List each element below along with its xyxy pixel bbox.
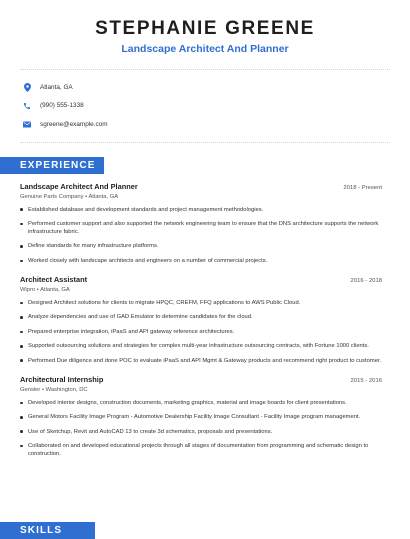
email-link[interactable]: sgreene@example.com [40, 120, 108, 128]
job-bullet: Prepared enterprise integration, iPaaS and API gateway reference architectures. [20, 328, 382, 336]
contact-phone [22, 97, 390, 116]
job-title: Architect Assistant [20, 275, 88, 285]
job-bullet: Analyze dependencies and use of GAD Emulator to determine candidates for the cloud. [20, 313, 382, 321]
candidate-name: STEPHANIE GREENE [95, 18, 315, 39]
job-location: Atlanta, GA [40, 287, 70, 294]
job-entry [20, 182, 382, 266]
job-company: Genuine Parts Company [20, 193, 84, 200]
job-bullet: Collaborated on and developed educational projects through all stages of documentation from programming and schematic design to construction. [20, 442, 382, 458]
envelope-icon [22, 119, 32, 129]
job-bullet: Worked closely with landscape architects and engineers on a number of commercial projects. [20, 257, 382, 265]
job-bullet: Performed Due diligence and done POC to evaluate iPaaS and API Mgmt & Gateway products and recommend right product to customer. [20, 357, 382, 365]
separator-dot: • [85, 193, 89, 200]
separator-dot: • [41, 386, 46, 393]
candidate-title: Landscape Architect And Planner [121, 43, 289, 55]
contact-email [22, 115, 390, 134]
job-dates: 2015 - 2016 [350, 377, 382, 384]
job-entry [20, 275, 382, 365]
job-bullets [20, 299, 382, 365]
job-entry [20, 375, 382, 459]
job-dates: 2018 - Present [343, 184, 382, 191]
job-bullet: Established database and development standards and project management methodologies. [20, 206, 382, 214]
job-location: Atlanta, GA [88, 193, 119, 200]
job-bullet: Performed customer support and also supported the network engineering team to ensure that the DNS architecture supports the network infrastructure fabric. [20, 220, 382, 236]
experience-section-header [0, 155, 410, 174]
job-bullet: Supported outsourcing solutions and strategies for complex multi-year infrastructure outsourcing contracts, with Fortune 1000 clients. [20, 342, 382, 350]
job-bullet: Define standards for many infrastructure platforms. [20, 242, 382, 250]
job-bullet: General Motors Facility Image Program - Automotive Dealership Facility Image Consultant - Facility Image program management. [20, 413, 382, 421]
job-company-line [20, 194, 382, 200]
job-title: Architectural Internship [20, 374, 104, 384]
job-company: Wipro [20, 287, 36, 294]
job-bullets [20, 399, 382, 459]
resume-header [0, 0, 410, 55]
contact-location [22, 78, 390, 97]
phone-icon [22, 101, 32, 111]
job-bullets [20, 206, 382, 266]
separator-dot: • [36, 287, 41, 294]
skills-heading: SKILLS [0, 522, 95, 539]
job-bullet: Use of Sketchup, Revit and AutoCAD 13 to create 3d schematics, proposals and presentations. [20, 428, 382, 436]
map-pin-icon [22, 82, 32, 92]
job-dates: 2016 - 2018 [350, 278, 382, 285]
location-text: Atlanta, GA [40, 83, 73, 91]
contact-info [0, 70, 410, 142]
job-location: Washington, DC [45, 386, 88, 393]
job-title: Landscape Architect And Planner [20, 181, 138, 191]
experience-heading: EXPERIENCE [0, 157, 104, 174]
job-bullet: Designed Architect solutions for clients to migrate HPQC, CREFM, FFQ applications to AWS Public Cloud. [20, 299, 382, 307]
skills-section-header [0, 520, 95, 539]
job-company-line [20, 387, 382, 393]
experience-list [0, 182, 410, 459]
job-company: Gensler [20, 386, 41, 393]
divider [20, 142, 390, 143]
job-bullet: Developed interior designs, construction documents, marketing graphics, material and image boards for client presentations. [20, 399, 382, 407]
phone-text: (990) 555-1338 [40, 102, 84, 110]
job-company-line [20, 287, 382, 293]
